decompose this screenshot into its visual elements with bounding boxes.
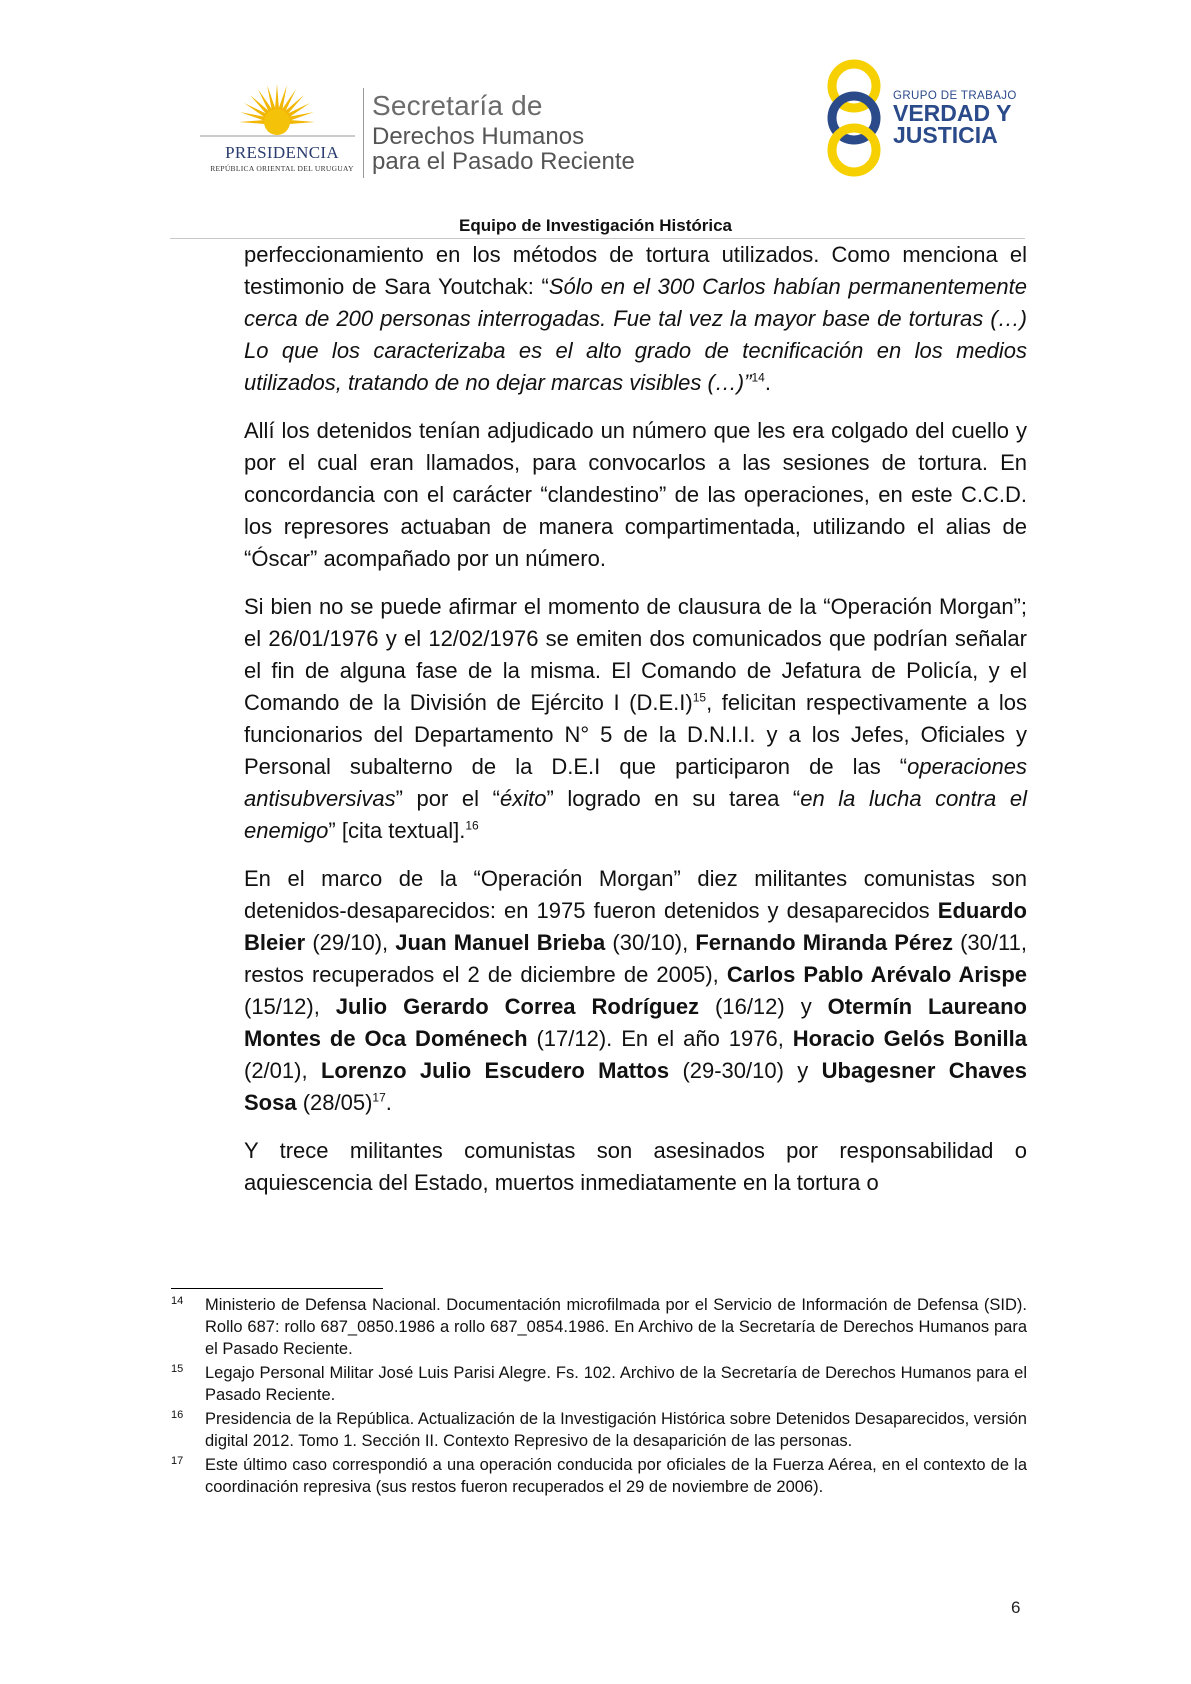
text-run: (28/05) bbox=[296, 1090, 373, 1115]
footnote-number: 17 bbox=[171, 1455, 184, 1467]
footnote-text: Legajo Personal Militar José Luis Parisi Alegre. Fs. 102. Archivo de la Secretaría de Derechos Humanos para el Pasado Reciente. bbox=[205, 1364, 1027, 1404]
text-run: (15/12), bbox=[244, 994, 336, 1019]
person-name: Lorenzo Julio Escudero Mattos bbox=[320, 1058, 670, 1083]
text-run: (2/01), bbox=[244, 1058, 321, 1083]
paragraph-5: Y trece militantes comunistas son asesinados por responsabilidad o aquiescencia del Estado, muertos inmediatamente en la tortura o bbox=[244, 1138, 1027, 1195]
footnote bbox=[171, 1362, 1027, 1406]
footnote-ref: 17 bbox=[372, 1090, 386, 1105]
text-run: ” [cita textual]. bbox=[328, 818, 466, 843]
text-run: ” logrado en su tarea “ bbox=[546, 786, 801, 811]
gvj-label-2: VERDAD Y bbox=[893, 100, 1012, 126]
italic-run: en la lucha contra el enemigo bbox=[244, 786, 1027, 843]
italic-run: operaciones antisubversivas bbox=[244, 754, 1027, 811]
text-run: Si bien no se puede afirmar el momento de clausura de la “Operación Morgan”; el 26/01/1976 y el 12/02/1976 se emiten dos comunicados que podrían señalar el fin de alguna fase de la misma. El Comando de Jefatura de Policía, y el Comando de la División de Ejército I (D.E.I) bbox=[244, 594, 1027, 715]
footnote-number: 14 bbox=[171, 1295, 184, 1307]
footnote-ref: 14 bbox=[751, 370, 765, 385]
person-name: Juan Manuel Brieba bbox=[395, 930, 606, 955]
person-name: Ubagesner Chaves Sosa bbox=[244, 1058, 1028, 1115]
text-run: , felicitan respectivamente a los funcionarios del Departamento N° 5 de la D.N.I.I. y a los Jefes, Oficiales y Personal subalterno de la D.E.I que participaron de las “ bbox=[244, 690, 1027, 779]
text-run: perfeccionamiento en los métodos de tortura utilizados. Como menciona el testimonio de Sara Youtchak: “ bbox=[244, 242, 1027, 299]
person-name: Eduardo Bleier bbox=[244, 898, 1027, 955]
footnote bbox=[171, 1294, 1027, 1360]
text-run: ” por el “ bbox=[395, 786, 500, 811]
gvj-label-3: JUSTICIA bbox=[893, 122, 998, 148]
paragraph-3 bbox=[244, 591, 1027, 847]
paragraph-4 bbox=[244, 863, 1027, 1119]
secretaria-line-2: Derechos Humanos bbox=[372, 123, 585, 150]
person-name: Fernando Miranda Pérez bbox=[695, 930, 953, 955]
text-run: (29/10), bbox=[305, 930, 396, 955]
header-divider bbox=[363, 88, 364, 178]
person-name: Horacio Gelós Bonilla bbox=[792, 1026, 1027, 1051]
secretaria-line-3: para el Pasado Reciente bbox=[372, 148, 635, 175]
footnote-number: 16 bbox=[171, 1409, 184, 1421]
quote-italic: Sólo en el 300 Carlos habían permanentemente cerca de 200 personas interrogadas. Fue tal vez la mayor base de torturas (…) Lo que los caracterizaba es el alto grado de tecnificación en los medios utilizados, tratando de no dejar marcas visibles (…)” bbox=[244, 274, 1027, 395]
text-run: . bbox=[764, 370, 771, 395]
text-run: (17/12). En el año 1976, bbox=[527, 1026, 793, 1051]
italic-run: éxito bbox=[499, 786, 547, 811]
footnote bbox=[171, 1454, 1027, 1498]
footnote-number: 15 bbox=[171, 1363, 184, 1375]
body-text bbox=[244, 239, 1027, 1215]
person-name: Otermín Laureano Montes de Oca Doménech bbox=[244, 994, 1027, 1051]
text-run: . bbox=[385, 1090, 392, 1115]
footnote-ref: 16 bbox=[465, 818, 479, 833]
person-name: Julio Gerardo Correa Rodríguez bbox=[335, 994, 700, 1019]
footnote-separator bbox=[171, 1288, 383, 1289]
footnote-ref: 15 bbox=[692, 690, 707, 705]
text-run: (29-30/10) y bbox=[669, 1058, 822, 1083]
text-run: (30/11, restos recuperados el 2 de diciembre de 2005), bbox=[244, 930, 1027, 987]
text-run: (30/10), bbox=[605, 930, 696, 955]
presidencia-name: PRESIDENCIA bbox=[225, 143, 339, 162]
paragraph-2: Allí los detenidos tenían adjudicado un número que les era colgado del cuello y por el cual eran llamados, para convocarlos a las sesiones de tortura. En concordancia con el carácter “clandestino” de las operaciones, en este C.C.D. los represores actuaban de manera compartimentada, utilizando el alias de “Óscar” acompañado por un número. bbox=[244, 418, 1027, 571]
gvj-label-1: GRUPO DE TRABAJO bbox=[893, 90, 1017, 102]
text-run: (16/12) y bbox=[699, 994, 828, 1019]
team-title: Equipo de Investigación Histórica bbox=[459, 216, 732, 235]
secretaria-line-1: Secretaría de bbox=[372, 90, 543, 121]
footnote bbox=[171, 1408, 1027, 1452]
footnote-text: Presidencia de la República. Actualización de la Investigación Histórica sobre Detenidos Desaparecidos, versión digital 2012. Tomo 1. Sección II. Contexto Represivo de la desaparición de las personas. bbox=[205, 1410, 1027, 1450]
presidencia-subtitle: REPÚBLICA ORIENTAL DEL URUGUAY bbox=[210, 164, 354, 173]
footnote-text: Ministerio de Defensa Nacional. Documentación microfilmada por el Servicio de Información de Defensa (SID). Rollo 687: rollo 687_0850.1986 a rollo 687_0854.1986. En Archivo de la Secretaría de Derechos Humanos para el Pasado Reciente. bbox=[205, 1296, 1027, 1358]
footnotes bbox=[171, 1294, 1027, 1500]
page-number: 6 bbox=[1011, 1598, 1021, 1617]
footnote-text: Este último caso correspondió a una operación conducida por oficiales de la Fuerza Aérea, en el contexto de la coordinación represiva (sus restos fueron recuperados el 29 de noviembre de 2006). bbox=[205, 1456, 1027, 1496]
paragraph-1 bbox=[244, 239, 1027, 399]
person-name: Carlos Pablo Arévalo Arispe bbox=[726, 962, 1028, 987]
text-run: En el marco de la “Operación Morgan” diez militantes comunistas son detenidos-desaparecidos: en 1975 fueron detenidos y desaparecidos bbox=[244, 866, 1027, 923]
